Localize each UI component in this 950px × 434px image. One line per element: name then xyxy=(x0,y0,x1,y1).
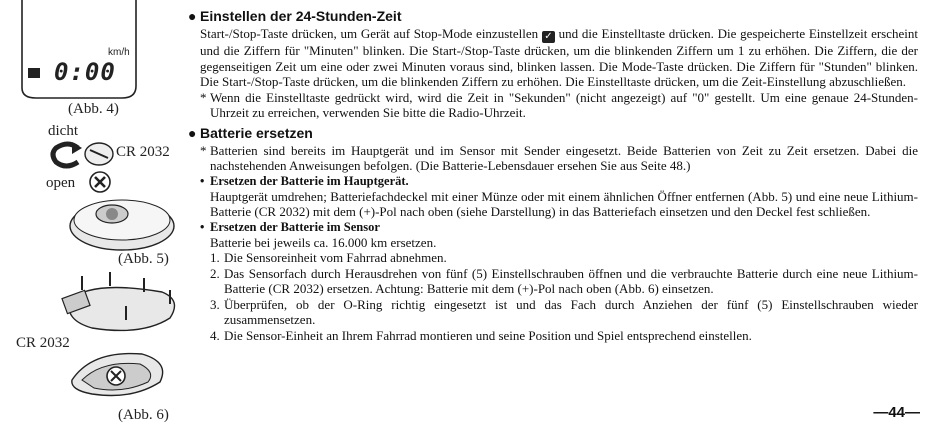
list-item: 3. Überprüfen, ob der O-Ring richtig eingesetzt ist und das Fach durch Anziehen der fünf (5) Einstellschrauben wieder zusammensetzen. xyxy=(210,296,918,327)
lcd-unit-label: km/h xyxy=(108,47,130,58)
time-setting-paragraph: Start-/Stop-Taste drücken, um Gerät auf Stop-Mode einzustellen ✓ und die Einstelltaste drücken. Die gespeicherte Einstellzeit erscheint und die Ziffern für "Minuten" blinken. Die Start-/Stop-Taste drücken, um die blinkenden Ziffern um 1 zu erhöhen. Die Ziffern, die der gegenseitigen Zeit um eine oder zwei Minuten voraus sind, blinken lassen. Die Mode-Taste drücken. Die Ziffern für "Stunden" blinken. Die Start-/Stop-Taste drücken, um die blinkenden Ziffern zu erhöhen. Die Einstelltaste drücken, um die Zeit-Einstellung abzuschließen. xyxy=(200,26,919,89)
lcd-time-value: 0:00 xyxy=(54,58,116,86)
abb6-battery-label: CR 2032 xyxy=(16,335,70,351)
abb5-caption: (Abb. 5) xyxy=(118,251,169,267)
sensor-battery-title: • Ersetzen der Batterie im Sensor xyxy=(200,219,380,234)
main-unit-battery-text: Hauptgerät umdrehen; Batteriefachdeckel mit einer Münze oder mit einem ähnlichen Öffner entfernen (Abb. 5) und eine neue Lithium-Batterie (CR 2032) mit dem (+)-Pol nach oben (siehe Darstellung) in das Batteriefach einsetzen und den Deckel fest schließen. xyxy=(210,188,918,219)
time-setting-note: * Wenn die Einstelltaste gedrückt wird, wird die Zeit in "Sekunden" (nicht angezeigt) auf "0" gestellt. Um eine genaue 24-Stunden-Uhrzeit zu erreichen, verwenden Sie bitte die Radio-Uhrzeit. xyxy=(200,89,918,120)
main-unit-battery-title: • Ersetzen der Batterie im Hauptgerät. xyxy=(200,173,409,188)
stop-mode-icon: ✓ xyxy=(542,31,555,43)
rotate-arrow-icon xyxy=(46,140,86,170)
closed-label: dicht xyxy=(48,123,78,139)
sensor-battery-figure xyxy=(52,270,192,410)
text-column xyxy=(188,8,918,343)
list-item: 2. Das Sensorfach durch Herausdrehen von fünf (5) Einstellschrauben öffnen und die verbrauchte Batterie durch eine neue Lithium-Batterie (CR 2032) ersetzen. Achtung: Batterie mit dem (+)-Pol nach oben (Abb. 6) einsetzen. xyxy=(210,265,918,296)
section-title-battery: ● Batterie ersetzen xyxy=(188,124,313,141)
open-cover-icon xyxy=(88,170,112,194)
page-number: —44— xyxy=(873,404,920,421)
abb6-caption: (Abb. 6) xyxy=(118,407,169,423)
bullet-icon: ● xyxy=(188,8,197,24)
list-item: 4. Die Sensor-Einheit an Ihrem Fahrrad montieren und seine Position und Spiel entsprechend einstellen. xyxy=(210,327,752,343)
sensor-battery-intro: Batterie bei jeweils ca. 16.000 km ersetzen. xyxy=(210,234,437,250)
abb5-battery-label: CR 2032 xyxy=(116,144,170,160)
section-title-24h-time: ● Einstellen der 24-Stunden-Zeit xyxy=(188,8,402,24)
list-item: 1. Die Sensoreinheit vom Fahrrad abnehmen. xyxy=(210,250,447,265)
battery-note: * Batterien sind bereits im Hauptgerät und im Sensor mit Sender eingesetzt. Beide Batterien von Zeit zu Zeit ersetzen. Dabei die nachstehenden Anweisungen befolgen. (Die Batterie-Lebensdauer ersehen Sie aus Seite 48.) xyxy=(200,142,918,173)
open-label: open xyxy=(46,175,76,191)
figure-column xyxy=(0,0,200,434)
battery-cover-icon xyxy=(82,140,116,168)
bullet-icon: ● xyxy=(188,124,197,141)
sensor-steps-list xyxy=(210,250,918,343)
abb4-caption: (Abb. 4) xyxy=(68,101,119,117)
main-unit-battery-figure xyxy=(62,192,182,256)
